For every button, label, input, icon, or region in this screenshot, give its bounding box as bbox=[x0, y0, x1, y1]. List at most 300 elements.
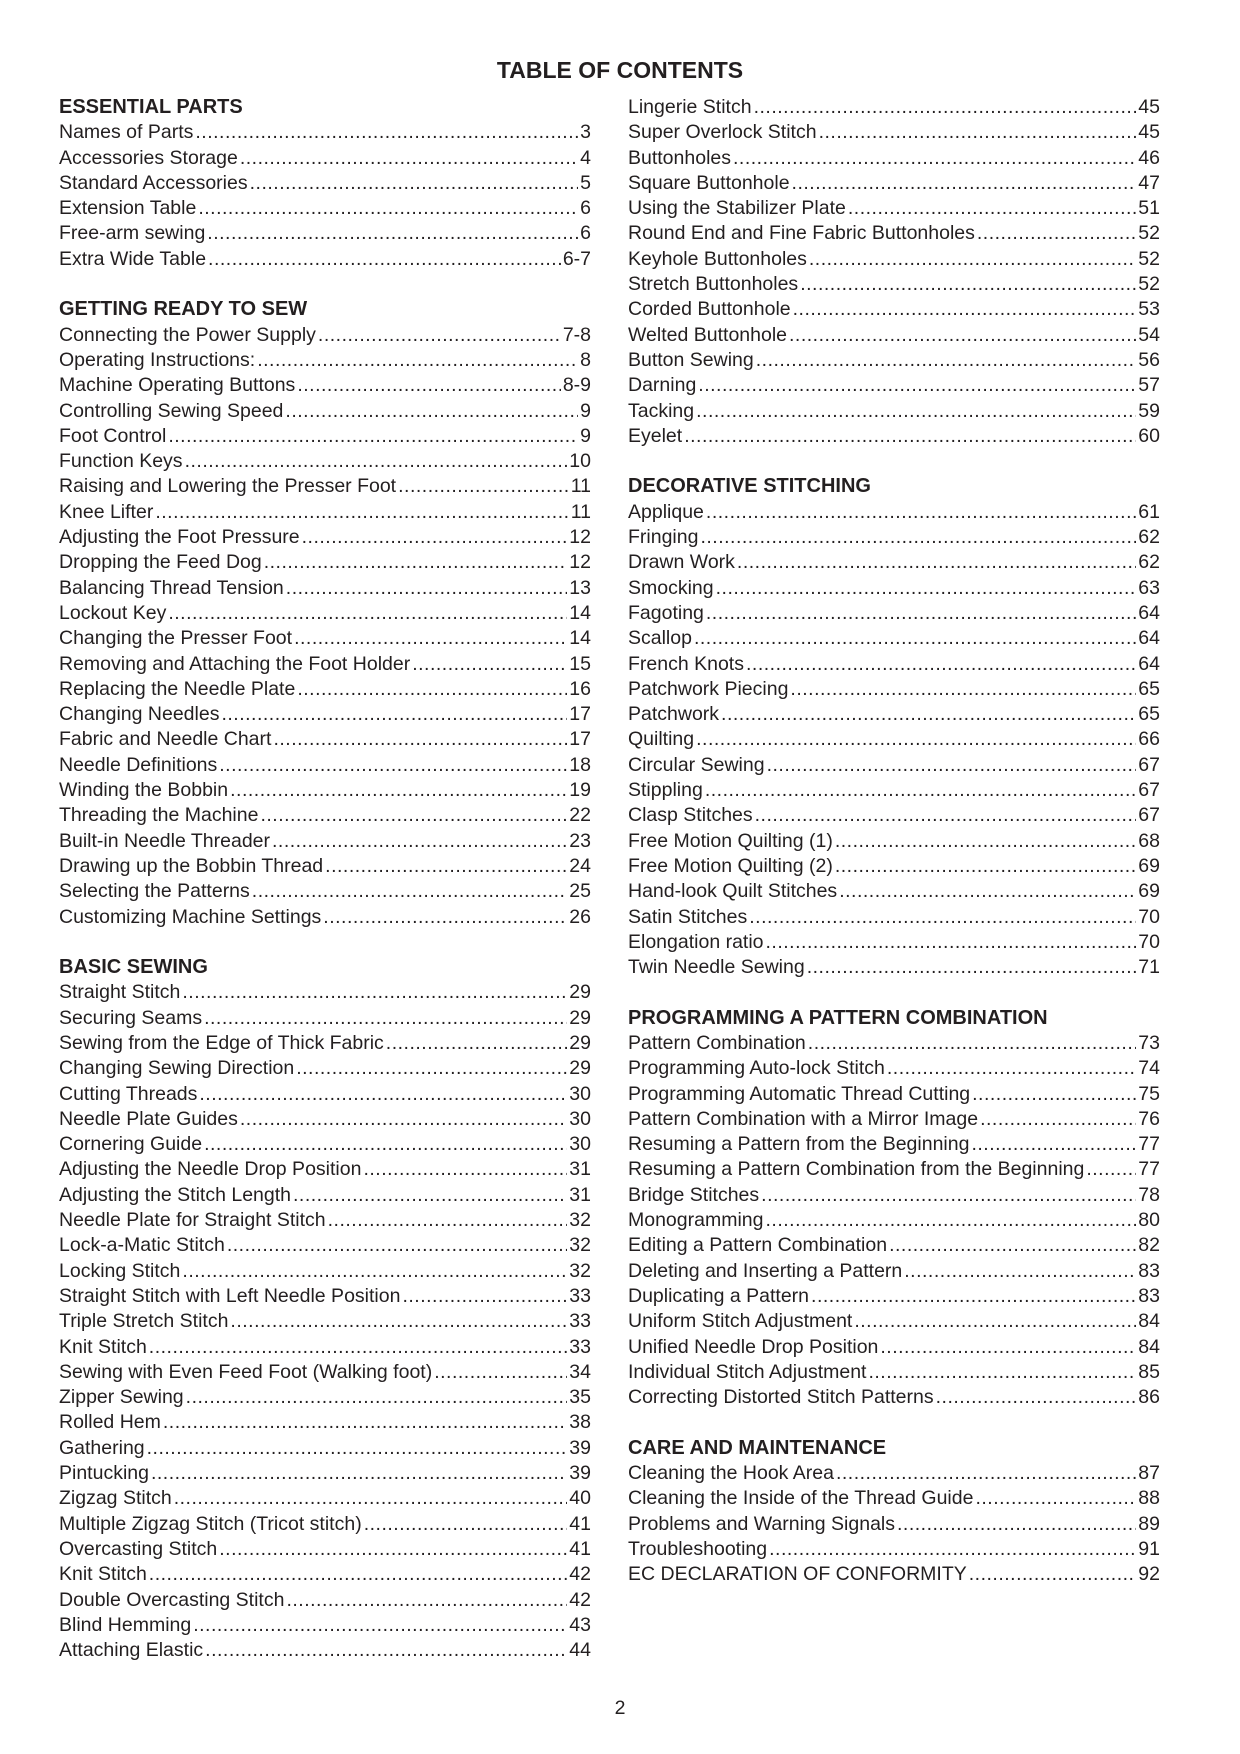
toc-entry[interactable] bbox=[59, 1360, 591, 1385]
dot-leader bbox=[155, 500, 568, 525]
toc-entry[interactable] bbox=[628, 1385, 1160, 1410]
toc-entry[interactable] bbox=[59, 1132, 591, 1157]
toc-entry-page: 32 bbox=[569, 1209, 591, 1232]
toc-entry-label: Satin Stitches bbox=[628, 905, 748, 928]
dot-leader bbox=[809, 247, 1136, 272]
dot-leader bbox=[807, 955, 1137, 980]
toc-entry[interactable] bbox=[628, 399, 1160, 424]
toc-entry-label: Individual Stitch Adjustment bbox=[628, 1360, 867, 1383]
toc-entry[interactable] bbox=[628, 626, 1160, 651]
toc-entry-page: 9 bbox=[580, 424, 591, 447]
toc-entry[interactable] bbox=[628, 753, 1160, 778]
dot-leader bbox=[971, 1132, 1136, 1157]
toc-entry-page: 86 bbox=[1138, 1386, 1160, 1409]
toc-entry[interactable] bbox=[628, 1056, 1160, 1081]
toc-entry-page: 29 bbox=[569, 1057, 591, 1080]
toc-entry-label: Drawn Work bbox=[628, 551, 735, 574]
toc-entry[interactable] bbox=[628, 727, 1160, 752]
toc-entry-page: 51 bbox=[1138, 197, 1160, 220]
toc-entry[interactable] bbox=[59, 1208, 591, 1233]
toc-entry[interactable] bbox=[628, 550, 1160, 575]
toc-entry-label: Patchwork bbox=[628, 703, 720, 726]
toc-entry-label: Bridge Stitches bbox=[628, 1183, 760, 1206]
toc-entry[interactable] bbox=[59, 1588, 591, 1613]
toc-entry[interactable] bbox=[628, 1031, 1160, 1056]
toc-entry-page: 6-7 bbox=[562, 247, 591, 270]
toc-entry[interactable] bbox=[59, 348, 591, 373]
dot-leader bbox=[434, 1360, 567, 1385]
toc-entry-label: Triple Stretch Stitch bbox=[59, 1310, 229, 1333]
toc-entry-page: 31 bbox=[569, 1183, 591, 1206]
toc-entry-label: Winding the Bobbin bbox=[59, 779, 229, 802]
dot-leader bbox=[706, 500, 1136, 525]
toc-entry[interactable] bbox=[628, 272, 1160, 297]
dot-leader bbox=[302, 525, 568, 550]
toc-entry-label: Programming Automatic Thread Cutting bbox=[628, 1082, 971, 1105]
toc-entry-label: Duplicating a Pattern bbox=[628, 1284, 810, 1307]
toc-entry[interactable] bbox=[628, 576, 1160, 601]
toc-entry[interactable] bbox=[59, 146, 591, 171]
toc-entry[interactable] bbox=[59, 196, 591, 221]
toc-entry-page: 61 bbox=[1138, 500, 1160, 523]
toc-entry[interactable] bbox=[59, 905, 591, 930]
toc-entry-page: 30 bbox=[569, 1082, 591, 1105]
toc-entry-page: 25 bbox=[569, 880, 591, 903]
toc-entry-label: Changing Sewing Direction bbox=[59, 1057, 295, 1080]
dot-leader bbox=[696, 727, 1136, 752]
toc-entry-label: Resuming a Pattern Combination from the Beginning bbox=[628, 1158, 1085, 1181]
dot-leader bbox=[260, 803, 567, 828]
toc-entry[interactable] bbox=[59, 247, 591, 272]
toc-entry[interactable] bbox=[628, 601, 1160, 626]
dot-leader bbox=[848, 196, 1136, 221]
toc-entry[interactable] bbox=[628, 854, 1160, 879]
toc-entry[interactable] bbox=[628, 1233, 1160, 1258]
toc-entry-page: 68 bbox=[1138, 829, 1160, 852]
toc-entry-page: 75 bbox=[1138, 1082, 1160, 1105]
dot-leader bbox=[936, 1385, 1137, 1410]
toc-entry-page: 83 bbox=[1138, 1259, 1160, 1282]
toc-entry[interactable] bbox=[59, 1613, 591, 1638]
dot-leader bbox=[325, 854, 567, 879]
toc-entry[interactable] bbox=[59, 221, 591, 246]
toc-entry[interactable] bbox=[59, 1309, 591, 1334]
toc-entry-page: 18 bbox=[569, 753, 591, 776]
toc-entry[interactable] bbox=[59, 373, 591, 398]
dot-leader bbox=[790, 677, 1136, 702]
toc-section bbox=[628, 1436, 1160, 1588]
toc-entry[interactable] bbox=[628, 1335, 1160, 1360]
toc-entry[interactable] bbox=[59, 879, 591, 904]
dot-leader bbox=[286, 1588, 567, 1613]
toc-entry[interactable] bbox=[628, 146, 1160, 171]
toc-entry[interactable] bbox=[628, 1512, 1160, 1537]
toc-entry-label: Fabric and Needle Chart bbox=[59, 728, 272, 751]
dot-leader bbox=[889, 1233, 1136, 1258]
toc-entry-label: Knit Stitch bbox=[59, 1563, 147, 1586]
toc-entry[interactable] bbox=[59, 1385, 591, 1410]
toc-entry[interactable] bbox=[628, 803, 1160, 828]
toc-entry[interactable] bbox=[628, 905, 1160, 930]
toc-entry-label: Controlling Sewing Speed bbox=[59, 399, 284, 422]
toc-entry-label: Super Overlock Stitch bbox=[628, 121, 817, 144]
toc-entry[interactable] bbox=[628, 1309, 1160, 1334]
toc-entry-label: Accessories Storage bbox=[59, 146, 238, 169]
toc-entry-page: 17 bbox=[569, 703, 591, 726]
toc-entry-page: 17 bbox=[569, 728, 591, 751]
toc-entry[interactable] bbox=[59, 1335, 591, 1360]
toc-entry[interactable] bbox=[59, 980, 591, 1005]
dot-leader bbox=[182, 980, 567, 1005]
toc-column-left bbox=[59, 95, 591, 1663]
toc-entry-label: Threading the Machine bbox=[59, 804, 259, 827]
toc-entry-page: 44 bbox=[569, 1639, 591, 1662]
toc-entry-label: Pattern Combination with a Mirror Image bbox=[628, 1107, 979, 1130]
page-title: TABLE OF CONTENTS bbox=[496, 57, 744, 83]
dot-leader bbox=[257, 348, 578, 373]
toc-entry-page: 53 bbox=[1138, 298, 1160, 321]
toc-entry[interactable] bbox=[628, 1183, 1160, 1208]
toc-entry[interactable] bbox=[59, 120, 591, 145]
toc-entry-label: Editing a Pattern Combination bbox=[628, 1234, 888, 1257]
toc-entry-label: Customizing Machine Settings bbox=[59, 905, 322, 928]
toc-entry[interactable] bbox=[59, 1461, 591, 1486]
dot-leader bbox=[839, 879, 1136, 904]
toc-entry[interactable] bbox=[59, 1638, 591, 1663]
toc-entry[interactable] bbox=[59, 677, 591, 702]
toc-entry[interactable] bbox=[59, 500, 591, 525]
toc-entry[interactable] bbox=[59, 1082, 591, 1107]
toc-entry[interactable] bbox=[628, 930, 1160, 955]
toc-entry-page: 83 bbox=[1138, 1284, 1160, 1307]
dot-leader bbox=[163, 1410, 567, 1435]
toc-entry-label: Troubleshooting bbox=[628, 1537, 768, 1560]
toc-entry[interactable] bbox=[59, 449, 591, 474]
dot-leader bbox=[186, 1385, 568, 1410]
toc-entry-label: Monogramming bbox=[628, 1209, 764, 1232]
dot-leader bbox=[273, 727, 567, 752]
toc-entry-label: Operating Instructions: bbox=[59, 348, 256, 371]
toc-entry-page: 4 bbox=[580, 146, 591, 169]
toc-entry[interactable] bbox=[59, 474, 591, 499]
toc-entry-label: Problems and Warning Signals bbox=[628, 1512, 895, 1535]
toc-entry[interactable] bbox=[628, 120, 1160, 145]
toc-entry-page: 67 bbox=[1138, 804, 1160, 827]
toc-entry-page: 52 bbox=[1138, 247, 1160, 270]
toc-entry-label: Selecting the Patterns bbox=[59, 880, 250, 903]
toc-entry[interactable] bbox=[59, 550, 591, 575]
toc-section bbox=[59, 297, 591, 929]
toc-entry-page: 31 bbox=[569, 1158, 591, 1181]
toc-entry[interactable] bbox=[628, 1360, 1160, 1385]
toc-entry-page: 5 bbox=[580, 171, 591, 194]
dot-leader bbox=[767, 753, 1137, 778]
toc-entry[interactable] bbox=[628, 1486, 1160, 1511]
toc-entry-label: Applique bbox=[628, 500, 704, 523]
toc-entry-label: Sewing with Even Feed Foot (Walking foot) bbox=[59, 1360, 433, 1383]
toc-entry[interactable] bbox=[628, 1461, 1160, 1486]
toc-entry-label: Lockout Key bbox=[59, 601, 167, 624]
toc-entry-label: Free Motion Quilting (2) bbox=[628, 854, 833, 877]
toc-entry[interactable] bbox=[628, 1157, 1160, 1182]
toc-entry[interactable] bbox=[628, 373, 1160, 398]
toc-section bbox=[628, 95, 1160, 449]
toc-entry[interactable] bbox=[628, 1284, 1160, 1309]
toc-entry-page: 77 bbox=[1138, 1133, 1160, 1156]
toc-entry[interactable] bbox=[628, 879, 1160, 904]
toc-entry-label: Keyhole Buttonholes bbox=[628, 247, 807, 270]
toc-entry-page: 9 bbox=[580, 399, 591, 422]
toc-entry-page: 66 bbox=[1138, 728, 1160, 751]
toc-entry[interactable] bbox=[628, 1537, 1160, 1562]
toc-entry-page: 52 bbox=[1138, 273, 1160, 296]
toc-entry[interactable] bbox=[628, 778, 1160, 803]
toc-entry[interactable] bbox=[628, 1562, 1160, 1587]
dot-leader bbox=[705, 778, 1136, 803]
dot-leader bbox=[363, 1157, 567, 1182]
dot-leader bbox=[149, 1562, 568, 1587]
toc-entry-page: 59 bbox=[1138, 399, 1160, 422]
toc-entry-page: 26 bbox=[569, 905, 591, 928]
toc-entry[interactable] bbox=[628, 1132, 1160, 1157]
toc-entry[interactable] bbox=[59, 1537, 591, 1562]
toc-entry-page: 16 bbox=[569, 677, 591, 700]
toc-entry-label: Blind Hemming bbox=[59, 1613, 192, 1636]
toc-entry-label: Free-arm sewing bbox=[59, 222, 206, 245]
toc-entry-label: Function Keys bbox=[59, 450, 183, 473]
dot-leader bbox=[264, 550, 568, 575]
toc-entry-label: Built-in Needle Threader bbox=[59, 829, 271, 852]
dot-leader bbox=[1086, 1157, 1136, 1182]
toc-entry-page: 57 bbox=[1138, 374, 1160, 397]
toc-entry-label: Securing Seams bbox=[59, 1006, 203, 1029]
toc-entry-page: 15 bbox=[569, 652, 591, 675]
toc-entry-page: 32 bbox=[569, 1259, 591, 1282]
toc-entry[interactable] bbox=[59, 1233, 591, 1258]
toc-entry[interactable] bbox=[628, 829, 1160, 854]
toc-entry[interactable] bbox=[628, 677, 1160, 702]
dot-leader bbox=[219, 1537, 567, 1562]
toc-entry-page: 63 bbox=[1138, 576, 1160, 599]
toc-entry[interactable] bbox=[59, 1031, 591, 1056]
toc-entry[interactable] bbox=[59, 424, 591, 449]
toc-entry[interactable] bbox=[628, 702, 1160, 727]
dot-leader bbox=[398, 474, 569, 499]
toc-entry[interactable] bbox=[628, 1107, 1160, 1132]
toc-entry[interactable] bbox=[59, 1259, 591, 1284]
toc-entry-page: 69 bbox=[1138, 880, 1160, 903]
toc-entry[interactable] bbox=[59, 1056, 591, 1081]
toc-entry[interactable] bbox=[59, 702, 591, 727]
dot-leader bbox=[230, 778, 567, 803]
toc-entry-label: Cleaning the Inside of the Thread Guide bbox=[628, 1487, 974, 1510]
toc-entry-page: 14 bbox=[569, 601, 591, 624]
dot-leader bbox=[694, 626, 1136, 651]
dot-leader bbox=[386, 1031, 568, 1056]
dot-leader bbox=[296, 1056, 567, 1081]
toc-entry-label: Tacking bbox=[628, 399, 695, 422]
toc-entry-page: 38 bbox=[569, 1411, 591, 1434]
toc-entry-page: 12 bbox=[569, 526, 591, 549]
dot-leader bbox=[716, 576, 1137, 601]
toc-entry[interactable] bbox=[628, 424, 1160, 449]
toc-entry[interactable] bbox=[628, 1082, 1160, 1107]
toc-entry-label: Changing the Presser Foot bbox=[59, 627, 293, 650]
toc-entry[interactable] bbox=[628, 525, 1160, 550]
toc-entry-label: Cornering Guide bbox=[59, 1133, 203, 1156]
dot-leader bbox=[323, 905, 567, 930]
toc-entry-label: Sewing from the Edge of Thick Fabric bbox=[59, 1031, 384, 1054]
toc-entry-page: 29 bbox=[569, 1006, 591, 1029]
dot-leader bbox=[328, 1208, 568, 1233]
toc-entry-page: 11 bbox=[570, 500, 591, 523]
toc-entry[interactable] bbox=[59, 525, 591, 550]
dot-leader bbox=[904, 1259, 1136, 1284]
toc-entry-label: Locking Stitch bbox=[59, 1259, 181, 1282]
dot-leader bbox=[240, 1107, 567, 1132]
toc-entry[interactable] bbox=[628, 348, 1160, 373]
toc-entry[interactable] bbox=[59, 576, 591, 601]
toc-entry-label: Scallop bbox=[628, 627, 692, 650]
dot-leader bbox=[969, 1562, 1137, 1587]
toc-entry[interactable] bbox=[628, 1208, 1160, 1233]
toc-entry-label: Fringing bbox=[628, 526, 699, 549]
toc-entry[interactable] bbox=[628, 247, 1160, 272]
toc-entry-label: Raising and Lowering the Presser Foot bbox=[59, 475, 397, 498]
toc-entry[interactable] bbox=[628, 297, 1160, 322]
toc-entry[interactable] bbox=[59, 601, 591, 626]
toc-entry[interactable] bbox=[59, 1006, 591, 1031]
toc-entry[interactable] bbox=[59, 1486, 591, 1511]
toc-entry-label: Lingerie Stitch bbox=[628, 96, 752, 118]
toc-entry[interactable] bbox=[59, 1183, 591, 1208]
toc-entry-page: 45 bbox=[1138, 121, 1160, 144]
toc-entry-label: Foot Control bbox=[59, 424, 167, 447]
dot-leader bbox=[272, 829, 567, 854]
dot-leader bbox=[297, 677, 567, 702]
dot-leader bbox=[755, 803, 1137, 828]
toc-entry[interactable] bbox=[59, 171, 591, 196]
toc-entry-page: 19 bbox=[569, 779, 591, 802]
toc-entry-page: 7-8 bbox=[562, 323, 591, 346]
toc-entry-page: 77 bbox=[1138, 1158, 1160, 1181]
toc-entry[interactable] bbox=[59, 1410, 591, 1435]
toc-entry[interactable] bbox=[628, 500, 1160, 525]
dot-leader bbox=[897, 1512, 1136, 1537]
toc-entry[interactable] bbox=[59, 1436, 591, 1461]
toc-entry-label: French Knots bbox=[628, 652, 744, 675]
toc-entry-page: 11 bbox=[570, 475, 591, 498]
toc-entry-page: 32 bbox=[569, 1234, 591, 1257]
toc-entry-page: 52 bbox=[1138, 222, 1160, 245]
toc-entry[interactable] bbox=[628, 221, 1160, 246]
dot-leader bbox=[204, 1006, 567, 1031]
toc-entry-label: Lock-a-Matic Stitch bbox=[59, 1234, 225, 1257]
dot-leader bbox=[221, 702, 567, 727]
toc-entry[interactable] bbox=[59, 753, 591, 778]
toc-entry-page: 29 bbox=[569, 981, 591, 1004]
toc-entry[interactable] bbox=[628, 196, 1160, 221]
toc-entry[interactable] bbox=[59, 778, 591, 803]
toc-entry[interactable] bbox=[59, 652, 591, 677]
toc-entry[interactable] bbox=[59, 829, 591, 854]
dot-leader bbox=[811, 1284, 1136, 1309]
dot-leader bbox=[199, 1082, 567, 1107]
toc-entry-page: 6 bbox=[580, 197, 591, 220]
toc-entry[interactable] bbox=[628, 955, 1160, 980]
dot-leader bbox=[227, 1233, 567, 1258]
toc-entry-page: 56 bbox=[1138, 348, 1160, 371]
toc-entry-label: Dropping the Feed Dog bbox=[59, 551, 262, 574]
toc-entry[interactable] bbox=[59, 399, 591, 424]
toc-entry-label: EC DECLARATION OF CONFORMITY bbox=[628, 1563, 967, 1586]
toc-entry[interactable] bbox=[59, 803, 591, 828]
dot-leader bbox=[696, 399, 1136, 424]
toc-entry-page: 34 bbox=[569, 1360, 591, 1383]
toc-entry-label: Attaching Elastic bbox=[59, 1639, 204, 1662]
toc-entry[interactable] bbox=[59, 1562, 591, 1587]
toc-entry[interactable] bbox=[59, 1107, 591, 1132]
dot-leader bbox=[789, 323, 1136, 348]
toc-entry-label: Darning bbox=[628, 374, 697, 397]
toc-entry-label: Overcasting Stitch bbox=[59, 1537, 218, 1560]
toc-entry-label: Correcting Distorted Stitch Patterns bbox=[628, 1386, 934, 1409]
toc-entry-page: 60 bbox=[1138, 424, 1160, 447]
dot-leader bbox=[808, 1031, 1137, 1056]
toc-entry[interactable] bbox=[59, 1512, 591, 1537]
dot-leader bbox=[230, 1309, 567, 1334]
toc-entry[interactable] bbox=[628, 95, 1160, 120]
toc-entry-label: Changing Needles bbox=[59, 703, 220, 726]
toc-entry[interactable] bbox=[59, 1284, 591, 1309]
toc-entry-page: 64 bbox=[1138, 652, 1160, 675]
toc-entry[interactable] bbox=[628, 171, 1160, 196]
toc-entry-page: 87 bbox=[1138, 1462, 1160, 1485]
toc-entry-page: 65 bbox=[1138, 677, 1160, 700]
dot-leader bbox=[793, 297, 1137, 322]
toc-entry-page: 64 bbox=[1138, 627, 1160, 650]
toc-section bbox=[628, 474, 1160, 980]
toc-entry[interactable] bbox=[628, 323, 1160, 348]
toc-entry-label: Cleaning the Hook Area bbox=[628, 1462, 834, 1485]
section-heading: PROGRAMMING A PATTERN COMBINATION bbox=[628, 1006, 1048, 1029]
toc-entry-page: 42 bbox=[569, 1563, 591, 1586]
toc-entry-page: 82 bbox=[1138, 1234, 1160, 1257]
toc-entry[interactable] bbox=[59, 626, 591, 651]
toc-entry[interactable] bbox=[59, 323, 591, 348]
toc-entry-label: Stretch Buttonholes bbox=[628, 273, 799, 296]
dot-leader bbox=[168, 601, 567, 626]
dot-leader bbox=[880, 1335, 1136, 1360]
dot-leader bbox=[204, 1132, 567, 1157]
section-heading: CARE AND MAINTENANCE bbox=[628, 1436, 887, 1459]
toc-entry[interactable] bbox=[59, 1157, 591, 1182]
dot-leader bbox=[174, 1486, 568, 1511]
toc-entry[interactable] bbox=[628, 1259, 1160, 1284]
dot-leader bbox=[219, 753, 567, 778]
dot-leader bbox=[207, 221, 578, 246]
toc-entry[interactable] bbox=[59, 727, 591, 752]
toc-entry-page: 39 bbox=[569, 1462, 591, 1485]
toc-entry-label: Twin Needle Sewing bbox=[628, 956, 805, 979]
toc-entry-label: Adjusting the Foot Pressure bbox=[59, 526, 300, 549]
dot-leader bbox=[769, 1537, 1136, 1562]
toc-entry-page: 73 bbox=[1138, 1031, 1160, 1054]
toc-entry-label: Extra Wide Table bbox=[59, 247, 207, 270]
toc-entry[interactable] bbox=[628, 652, 1160, 677]
toc-entry-page: 3 bbox=[580, 121, 591, 144]
toc-entry[interactable] bbox=[59, 854, 591, 879]
